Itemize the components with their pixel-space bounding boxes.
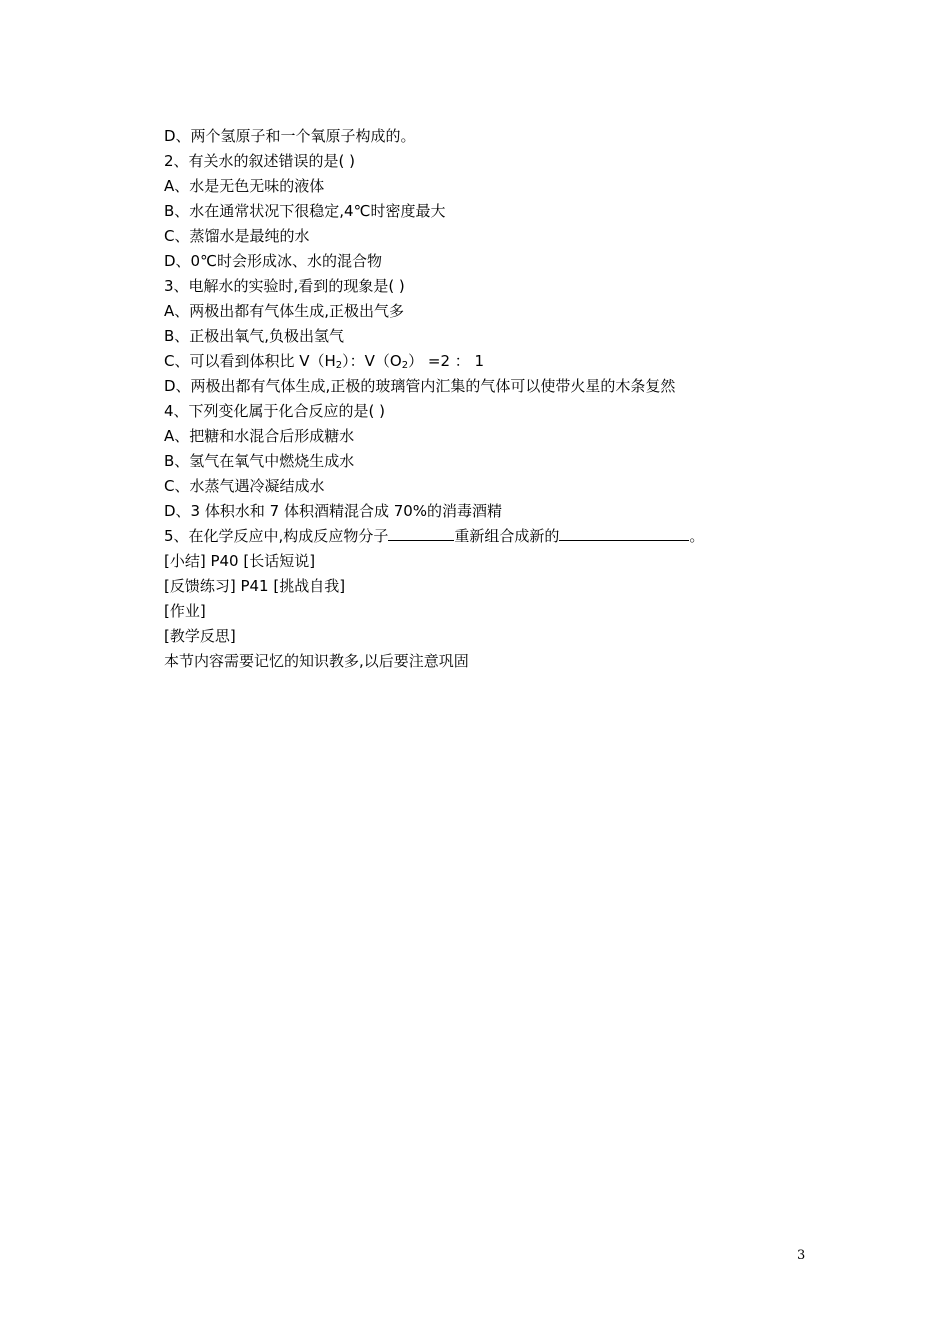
- subscript-o2: 2: [401, 360, 409, 371]
- fill-blank-1: [388, 526, 454, 541]
- question-5-text-3: 。: [689, 527, 705, 545]
- feedback-section: [反馈练习] P41 [挑战自我]: [164, 577, 346, 595]
- option-a-q3: A、两极出都有气体生成,正极出气多: [164, 302, 405, 320]
- option-b-q2: B、水在通常状况下很稳定,4℃时密度最大: [164, 202, 446, 220]
- option-d-q4: D、3 体积水和 7 体积酒精混合成 70%的消毒酒精: [164, 502, 503, 520]
- teaching-reflection-heading: [教学反思]: [164, 627, 236, 645]
- option-d-q2: D、0℃时会形成冰、水的混合物: [164, 252, 382, 270]
- option-d-q1: D、两个氢原子和一个氧原子构成的。: [164, 127, 416, 145]
- question-5-text-1: 5、在化学反应中,构成反应物分子: [164, 527, 389, 545]
- question-3: 3、电解水的实验时,看到的现象是( ): [164, 277, 405, 295]
- option-c-q3-text-1: C、可以看到体积比 V（H: [164, 352, 336, 370]
- option-c-q3: [164, 349, 804, 374]
- fill-blank-2: [559, 526, 689, 541]
- document-body: [164, 124, 804, 674]
- teaching-reflection-text: 本节内容需要记忆的知识教多,以后要注意巩固: [164, 652, 469, 670]
- option-d-q3: D、两极出都有气体生成,正极的玻璃管内汇集的气体可以使带火星的木条复然: [164, 377, 676, 395]
- option-c-q4: C、水蒸气遇冷凝结成水: [164, 477, 325, 495]
- option-c-q3-text-3: ） =2 ： 1: [408, 352, 485, 370]
- summary-section: [小结] P40 [长话短说]: [164, 552, 316, 570]
- page-number: 3: [797, 1248, 806, 1263]
- option-c-q2: C、蒸馏水是最纯的水: [164, 227, 310, 245]
- option-b-q4: B、氢气在氧气中燃烧生成水: [164, 452, 355, 470]
- question-4: 4、下列变化属于化合反应的是( ): [164, 402, 386, 420]
- option-a-q4: A、把糖和水混合后形成糖水: [164, 427, 355, 445]
- homework-section: [作业]: [164, 602, 206, 620]
- question-5-text-2: 重新组合成新的: [454, 527, 560, 545]
- option-b-q3: B、正极出氧气,负极出氢气: [164, 327, 345, 345]
- option-a-q2: A、水是无色无味的液体: [164, 177, 325, 195]
- option-c-q3-text-2: ）：V（O: [342, 352, 402, 370]
- question-2: 2、有关水的叙述错误的是( ): [164, 152, 356, 170]
- subscript-h2: 2: [335, 360, 343, 371]
- question-5: [164, 524, 804, 549]
